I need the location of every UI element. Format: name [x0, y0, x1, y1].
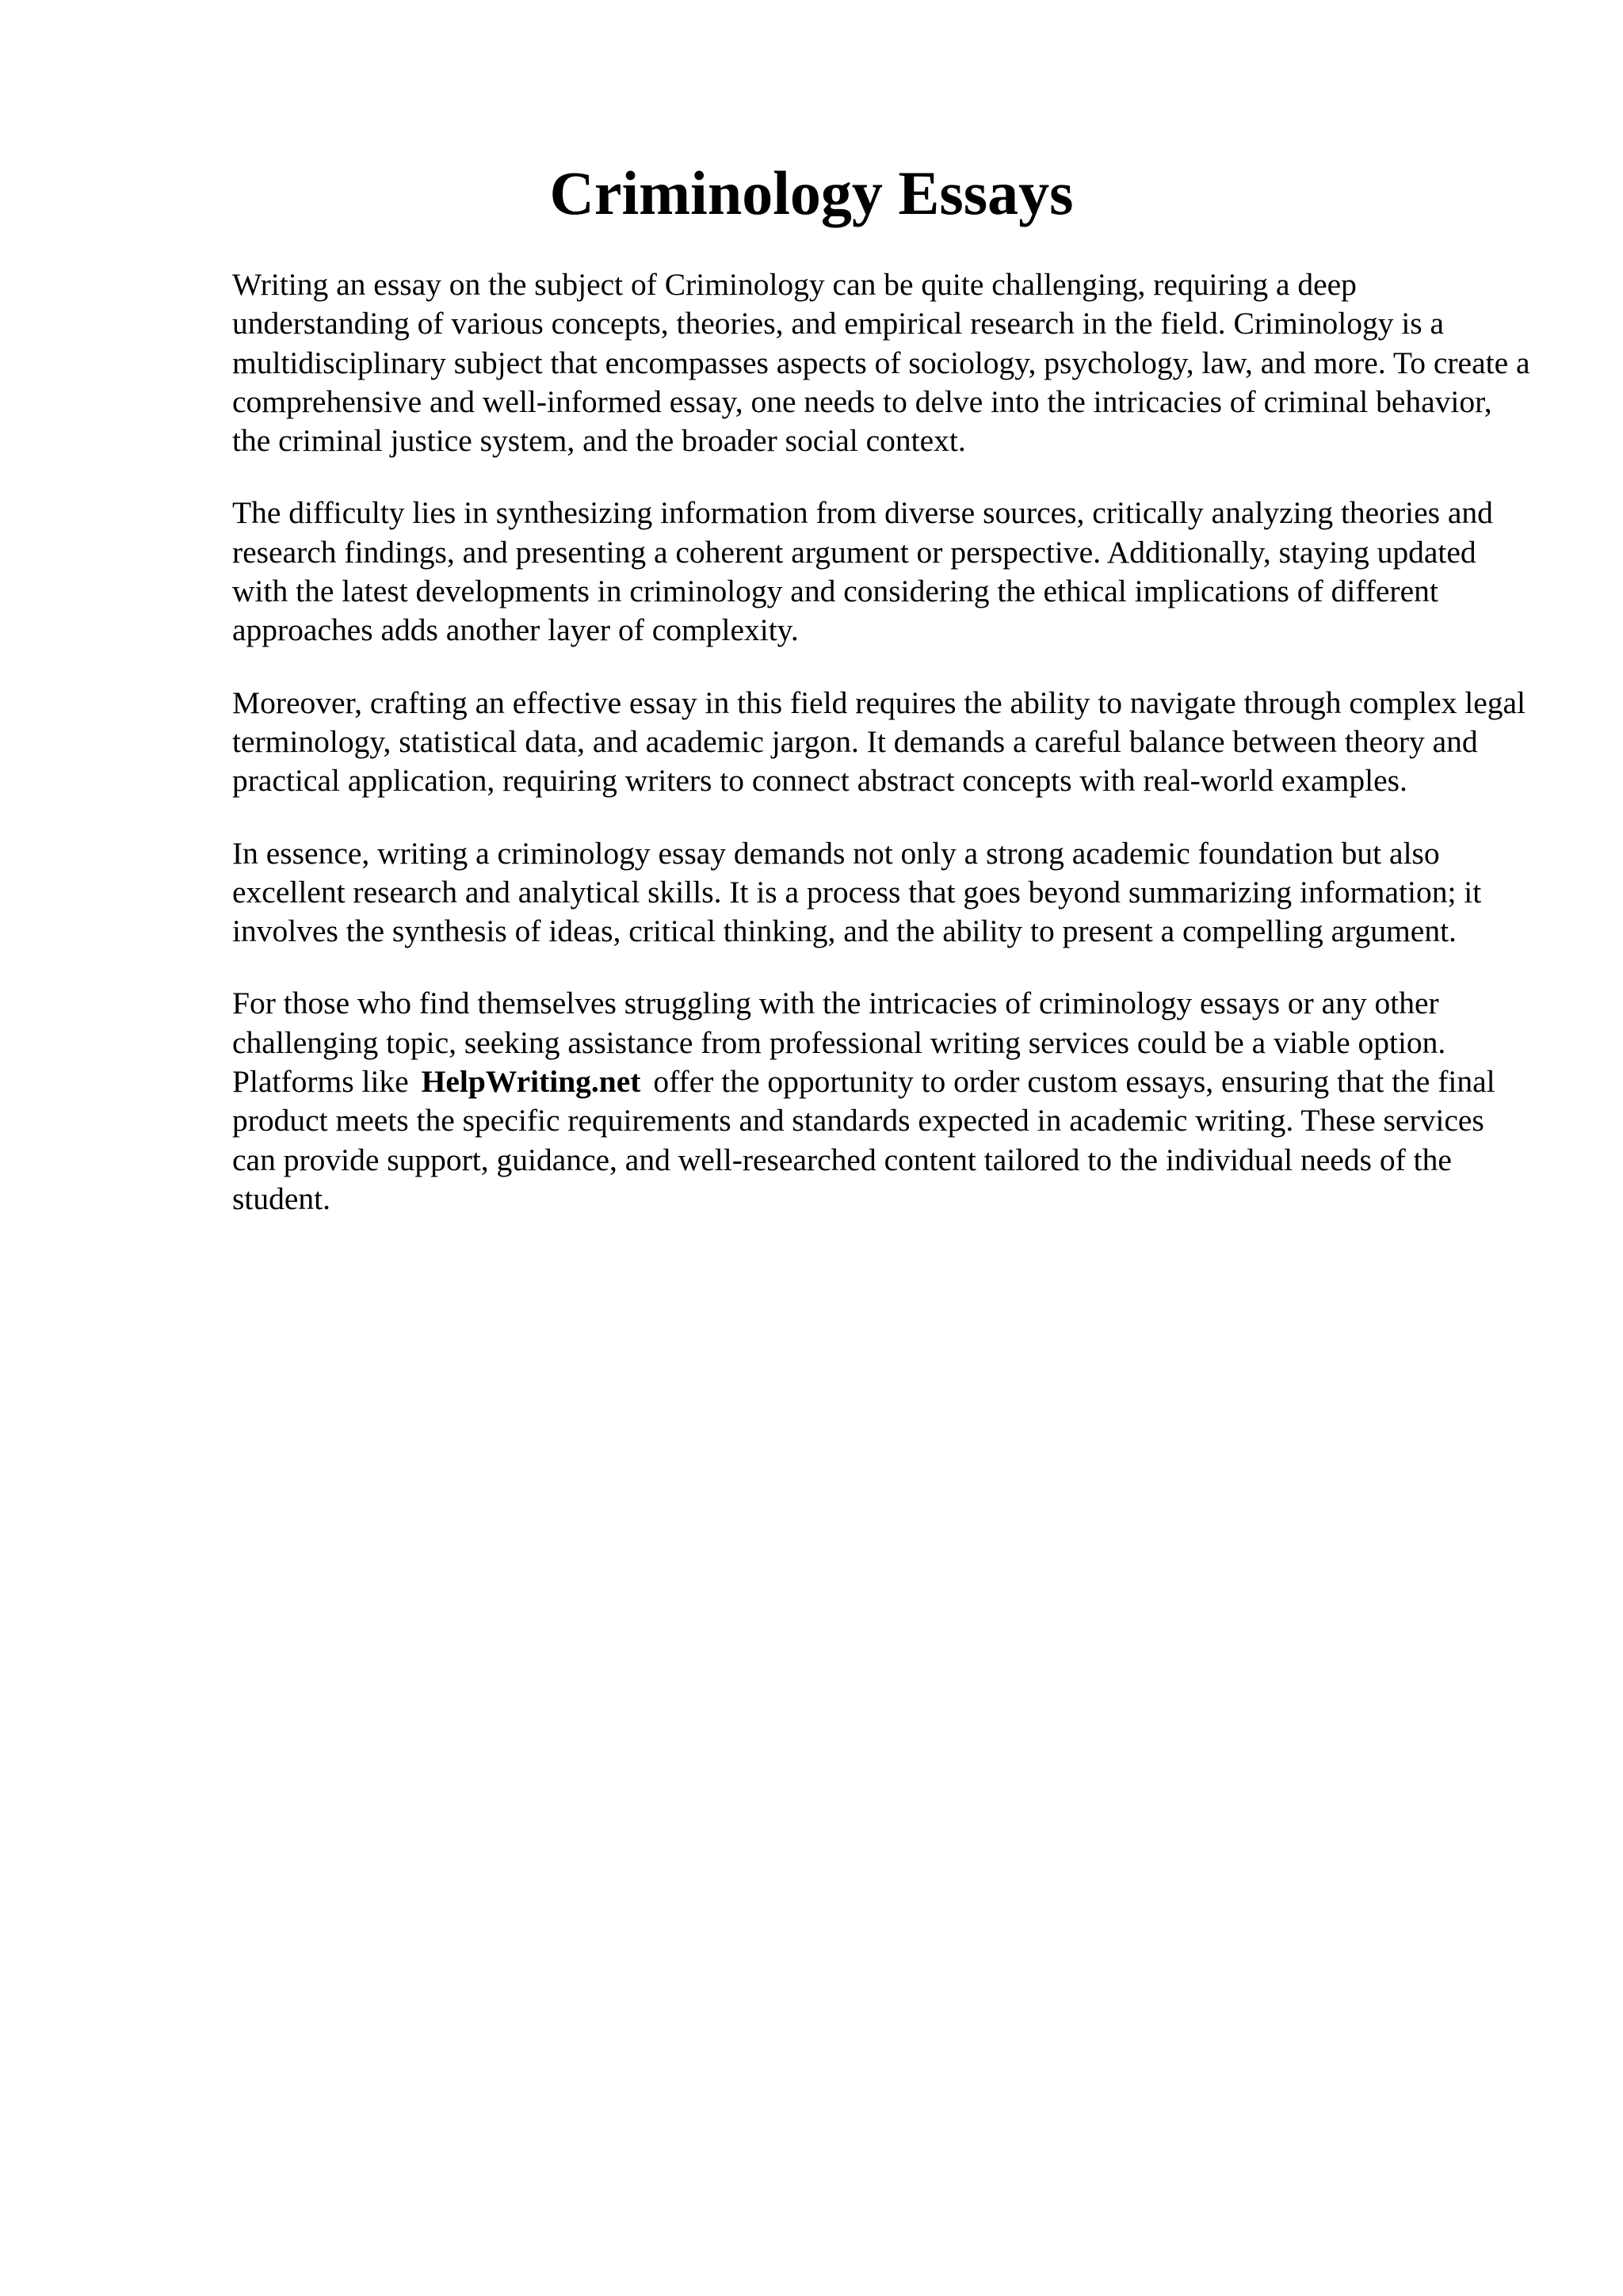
paragraph-2: The difficulty lies in synthesizing information from diverse sources, critically analyzing theories and research findings, and presenting a coherent argument or perspective. Additionally, staying updated with the latest developments in criminology and considering the ethical implications of different approaches adds another layer of complexity.: [232, 495, 1493, 648]
document-body: [232, 265, 1532, 1252]
paragraph-4: In essence, writing a criminology essay demands not only a strong academic foundation but also excellent research and analytical skills. It is a process that goes beyond summarizing information; it involves the synthesis of ideas, critical thinking, and the ability to present a compelling argument.: [232, 835, 1482, 949]
document-title: Criminology Essays: [549, 158, 1074, 227]
paragraph-5: [232, 984, 1532, 1219]
paragraph-1: Writing an essay on the subject of Criminology can be quite challenging, requiring a deep understanding of various concepts, theories, and empirical research in the field. Criminology is a multidisciplinary subject that encompasses aspects of sociology, psychology, law, and more. To create a comprehensive and well-informed essay, one needs to delve into the intricacies of criminal behavior, the criminal justice system, and the broader social context.: [232, 267, 1530, 459]
paragraph-5-text-before-link: For those who find themselves struggling with the intricacies of criminology essays or any other challenging topic, seeking assistance from professional writing services could be a viable option. Platforms like: [232, 986, 1446, 1100]
helpwriting-link[interactable]: HelpWriting.net: [421, 1064, 641, 1100]
paragraph-3: Moreover, crafting an effective essay in this field requires the ability to navigate through complex legal terminology, statistical data, and academic jargon. It demands a careful balance between theory and practical application, requiring writers to connect abstract concepts with real-world examples.: [232, 685, 1526, 799]
paragraph-5-text-after-link: offer the opportunity to order custom essays, ensuring that the final product meets the specific requirements and standards expected in academic writing. These services can provide support, guidance, and well-researched content tailored to the individual needs of the student.: [232, 1064, 1495, 1216]
